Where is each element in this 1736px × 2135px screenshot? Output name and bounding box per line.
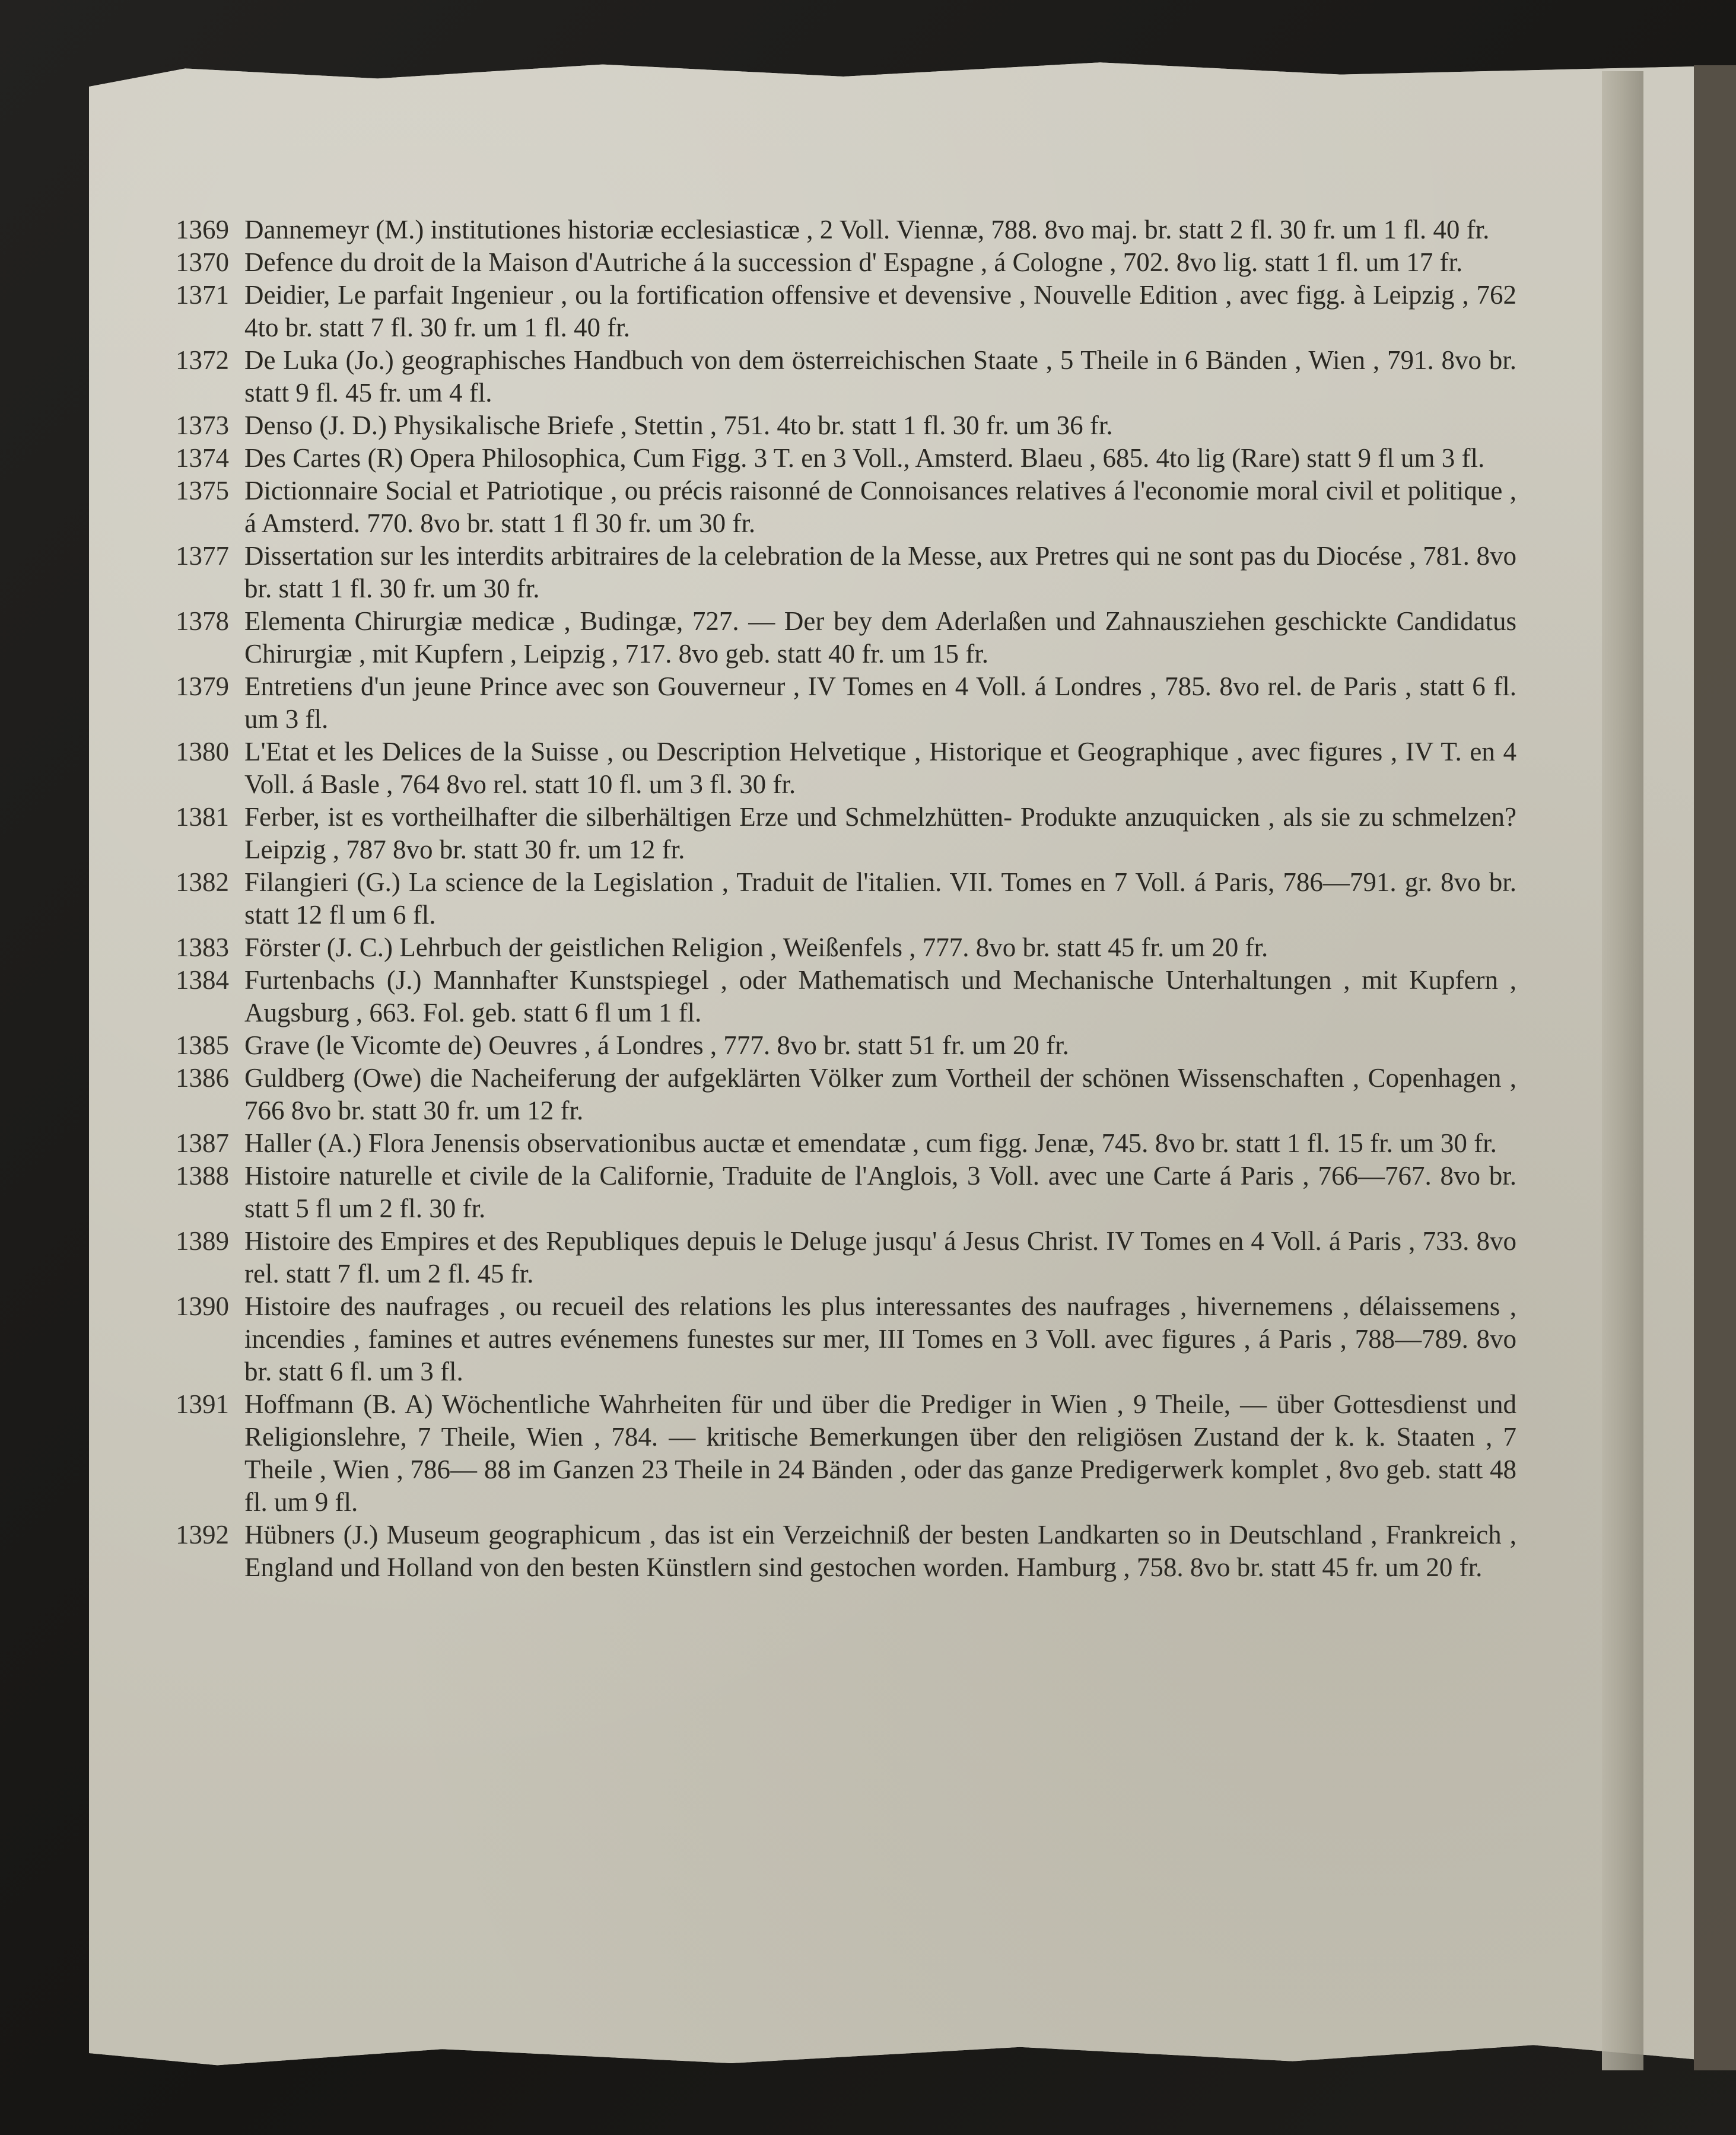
entry-text: Grave (le Vicomte de) Oeuvres , á Londres , 777. 8vo br. statt 51 fr. um 20 fr. (244, 1030, 1069, 1060)
entry-text: Deidier, Le parfait Ingenieur , ou la fortification offensive et devensive , Nouvelle Edition , avec figg. à Leipzig , 762 4to br. statt 7 fl. 30 fr. um 1 fl. 40 fr. (244, 280, 1516, 342)
catalogue-list (176, 214, 1516, 1584)
entry-text: Hoffmann (B. A) Wöchentliche Wahrheiten für und über die Prediger in Wien , 9 Theile, — über Gottesdienst und Religionslehre, 7 Theile, Wien , 784. — kritische Bemerkungen über den religiösen Zustand der k. k. Staaten , 7 Theile , Wien , 786— 88 im Ganzen 23 Theile in 24 Bänden , oder das ganze Predigerwerk komplet , 8vo geb. statt 48 fl. um 9 fl. (244, 1389, 1516, 1517)
entry-number: 1385 (176, 1030, 229, 1060)
catalogue-entry (176, 475, 1516, 540)
entry-number: 1386 (176, 1063, 229, 1093)
entry-text: Furtenbachs (J.) Mannhafter Kunstspiegel , oder Mathematisch und Mechanische Unterhaltungen , mit Kupfern , Augsburg , 663. Fol. geb. statt 6 fl um 1 fl. (244, 965, 1516, 1027)
catalogue-entry (176, 540, 1516, 605)
catalogue-entry (176, 409, 1516, 442)
entry-number: 1382 (176, 867, 229, 897)
entry-number: 1369 (176, 215, 229, 244)
catalogue-entry (176, 1062, 1516, 1127)
entry-text: Defence du droit de la Maison d'Autriche á la succession d' Espagne , á Cologne , 702. 8vo lig. statt 1 fl. um 17 fr. (244, 247, 1463, 277)
catalogue-entry (176, 1029, 1516, 1062)
entry-text: Haller (A.) Flora Jenensis observationibus auctæ et emendatæ , cum figg. Jenæ, 745. 8vo br. statt 1 fl. 15 fr. um 30 fr. (244, 1128, 1497, 1158)
entry-number: 1384 (176, 965, 229, 995)
entry-number: 1383 (176, 933, 229, 962)
entry-number: 1374 (176, 443, 229, 473)
entry-number: 1378 (176, 606, 229, 636)
entry-number: 1372 (176, 345, 229, 375)
catalogue-entry (176, 246, 1516, 279)
entry-text: Hübners (J.) Museum geographicum , das ist ein Verzeichniß der besten Landkarten so in Deutschland , Frankreich , England und Holland von den besten Künstlern sind gestochen worden. Hamburg , 758. 8vo br. statt 45 fr. um 20 fr. (244, 1520, 1516, 1582)
catalogue-entry (176, 866, 1516, 931)
entry-number: 1390 (176, 1291, 229, 1321)
entry-number: 1381 (176, 802, 229, 832)
entry-number: 1379 (176, 672, 229, 701)
entry-text: Filangieri (G.) La science de la Legislation , Traduit de l'italien. VII. Tomes en 7 Voll. á Paris, 786—791. gr. 8vo br. statt 12 fl um 6 fl. (244, 867, 1516, 930)
entry-text: Des Cartes (R) Opera Philosophica, Cum Figg. 3 T. en 3 Voll., Amsterd. Blaeu , 685. 4to lig (Rare) statt 9 fl um 3 fl. (244, 443, 1485, 473)
catalogue-entry (176, 442, 1516, 475)
page-fold (1602, 71, 1643, 2070)
entry-text: Denso (J. D.) Physikalische Briefe , Stettin , 751. 4to br. statt 1 fl. 30 fr. um 36 fr. (244, 411, 1113, 440)
catalogue-entry (176, 1519, 1516, 1584)
entry-number: 1371 (176, 280, 229, 310)
entry-text: Histoire naturelle et civile de la Californie, Traduite de l'Anglois, 3 Voll. avec une Carte á Paris , 766—767. 8vo br. statt 5 fl um 2 fl. 30 fr. (244, 1161, 1516, 1223)
entry-number: 1389 (176, 1226, 229, 1256)
entry-number: 1387 (176, 1128, 229, 1158)
catalogue-entry (176, 1388, 1516, 1519)
catalogue-entry (176, 1225, 1516, 1290)
entry-text: Ferber, ist es vortheilhafter die silberhältigen Erze und Schmelzhütten- Produkte anzuquicken , als sie zu schmelzen? Leipzig , 787 8vo br. statt 30 fr. um 12 fr. (244, 802, 1516, 864)
entry-text: Guldberg (Owe) die Nacheiferung der aufgeklärten Völker zum Vortheil der schönen Wissenschaften , Copenhagen , 766 8vo br. statt 30 fr. um 12 fr. (244, 1063, 1516, 1125)
entry-text: Dictionnaire Social et Patriotique , ou précis raisonné de Connoisances relatives á l'economie moral civil et politique , á Amsterd. 770. 8vo br. statt 1 fl 30 fr. um 30 fr. (244, 476, 1516, 538)
entry-text: Dissertation sur les interdits arbitraires de la celebration de la Messe, aux Pretres qui ne sont pas du Diocése , 781. 8vo br. statt 1 fl. 30 fr. um 30 fr. (244, 541, 1516, 603)
entry-number: 1370 (176, 247, 229, 277)
entry-text: Elementa Chirurgiæ medicæ , Budingæ, 727. — Der bey dem Aderlaßen und Zahnausziehen geschickte Candidatus Chirurgiæ , mit Kupfern , Leipzig , 717. 8vo geb. statt 40 fr. um 15 fr. (244, 606, 1516, 669)
catalogue-entry (176, 670, 1516, 736)
catalogue-entry (176, 605, 1516, 670)
catalogue-entry (176, 344, 1516, 409)
entry-number: 1392 (176, 1520, 229, 1549)
entry-number: 1380 (176, 737, 229, 766)
catalogue-entry (176, 214, 1516, 246)
catalogue-entry (176, 736, 1516, 801)
entry-number: 1388 (176, 1161, 229, 1191)
catalogue-entry (176, 1290, 1516, 1388)
entry-text: L'Etat et les Delices de la Suisse , ou Description Helvetique , Historique et Geographique , avec figures , IV T. en 4 Voll. á Basle , 764 8vo rel. statt 10 fl. um 3 fl. 30 fr. (244, 737, 1516, 799)
binding-edge (1694, 65, 1736, 2070)
entry-text: Dannemeyr (M.) institutiones historiæ ecclesiasticæ , 2 Voll. Viennæ, 788. 8vo maj. br. statt 2 fl. 30 fr. um 1 fl. 40 fr. (244, 215, 1490, 244)
entry-text: Histoire des naufrages , ou recueil des relations les plus interessantes des naufrages , hivernemens , délaissemens , incendies , famines et autres evénemens funestes sur mer, III Tomes en 3 Voll. avec figures , á Paris , 788—789. 8vo br. statt 6 fl. um 3 fl. (244, 1291, 1516, 1386)
entry-number: 1373 (176, 411, 229, 440)
catalogue-entry (176, 964, 1516, 1029)
entry-text: Entretiens d'un jeune Prince avec son Gouverneur , IV Tomes en 4 Voll. á Londres , 785. 8vo rel. de Paris , statt 6 fl. um 3 fl. (244, 672, 1516, 734)
entry-text: Histoire des Empires et des Republiques depuis le Deluge jusqu' á Jesus Christ. IV Tomes en 4 Voll. á Paris , 733. 8vo rel. statt 7 fl. um 2 fl. 45 fr. (244, 1226, 1516, 1288)
catalogue-entry (176, 1160, 1516, 1225)
catalogue-entry (176, 279, 1516, 344)
catalogue-entry (176, 801, 1516, 866)
entry-text: Förster (J. C.) Lehrbuch der geistlichen Religion , Weißenfels , 777. 8vo br. statt 45 fr. um 20 fr. (244, 933, 1268, 962)
catalogue-entry (176, 931, 1516, 964)
entry-number: 1391 (176, 1389, 229, 1419)
entry-number: 1377 (176, 541, 229, 571)
catalogue-entry (176, 1127, 1516, 1160)
entry-text: De Luka (Jo.) geographisches Handbuch von dem österreichischen Staate , 5 Theile in 6 Bänden , Wien , 791. 8vo br. statt 9 fl. 45 fr. um 4 fl. (244, 345, 1516, 408)
entry-number: 1375 (176, 476, 229, 505)
